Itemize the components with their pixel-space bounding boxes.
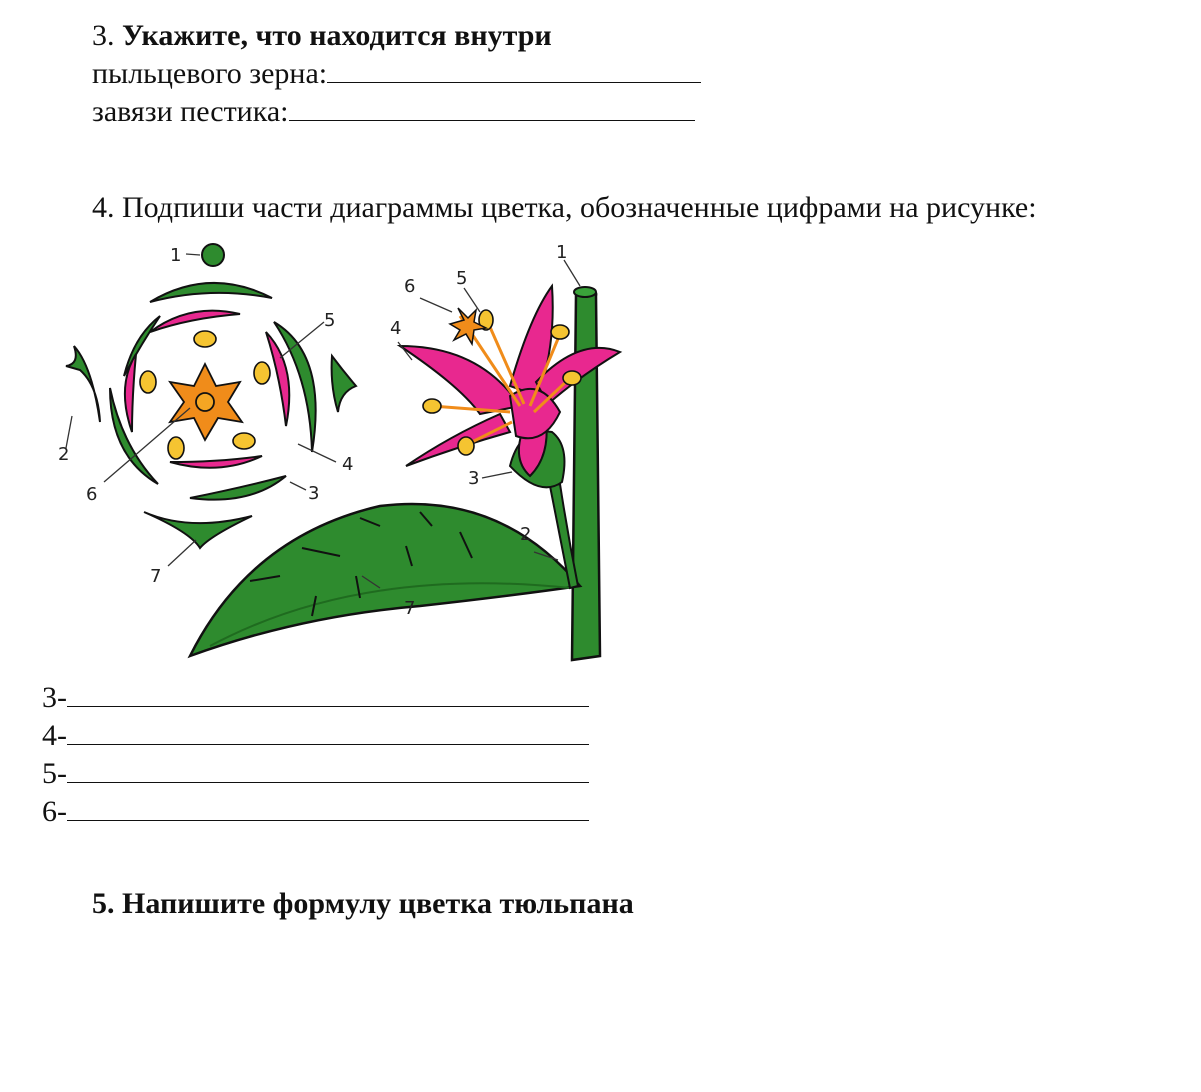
answer-blank[interactable] bbox=[67, 682, 589, 707]
fl-label-4: 4 bbox=[390, 318, 402, 339]
answer-line-6 bbox=[42, 794, 589, 830]
q3-number: 3. bbox=[92, 19, 115, 52]
q3-heading bbox=[92, 18, 552, 54]
pollen-answer-blank[interactable] bbox=[327, 58, 701, 83]
fd-label-3: 3 bbox=[308, 483, 320, 504]
answer-blank[interactable] bbox=[67, 796, 589, 821]
fl-label-7: 7 bbox=[404, 598, 416, 619]
q3-title: Укажите, что находится внутри bbox=[122, 19, 552, 52]
answer-line-3 bbox=[42, 680, 589, 716]
fl-label-2: 2 bbox=[520, 524, 532, 545]
q4-heading: 4. Подпиши части диаграммы цветка, обозначенные цифрами на рисунке: bbox=[92, 191, 1037, 224]
answer-number: 6- bbox=[42, 795, 67, 828]
ovary-answer-blank[interactable] bbox=[289, 96, 695, 121]
answer-blank[interactable] bbox=[67, 758, 589, 783]
fd-label-1: 1 bbox=[170, 245, 182, 266]
fd-label-2: 2 bbox=[58, 444, 70, 465]
fd-label-7: 7 bbox=[150, 566, 162, 587]
pistil bbox=[170, 364, 242, 440]
flower-drawing bbox=[190, 242, 620, 660]
fd-label-4: 4 bbox=[342, 454, 354, 475]
stem bbox=[572, 290, 600, 660]
answer-number: 5- bbox=[42, 757, 67, 790]
q3-line-pollen bbox=[92, 56, 701, 92]
flower-illustration bbox=[40, 236, 640, 668]
ovary-label: завязи пестика: bbox=[92, 95, 289, 128]
fl-label-3: 3 bbox=[468, 468, 480, 489]
answer-number: 3- bbox=[42, 681, 67, 714]
q3-line-ovary bbox=[92, 94, 695, 130]
answer-number: 4- bbox=[42, 719, 67, 752]
pollen-label: пыльцевого зерна: bbox=[92, 57, 328, 90]
fd-label-5: 5 bbox=[324, 310, 336, 331]
answer-line-5 bbox=[42, 756, 589, 792]
answer-blank[interactable] bbox=[67, 720, 589, 745]
fl-label-1: 1 bbox=[556, 242, 568, 263]
fl-label-6: 6 bbox=[404, 276, 416, 297]
q5-heading: 5. Напишите формулу цветка тюльпана bbox=[92, 887, 634, 920]
fl-label-5: 5 bbox=[456, 268, 468, 289]
fd-label-6: 6 bbox=[86, 484, 98, 505]
answer-line-4 bbox=[42, 718, 589, 754]
axis-dot bbox=[202, 244, 224, 266]
